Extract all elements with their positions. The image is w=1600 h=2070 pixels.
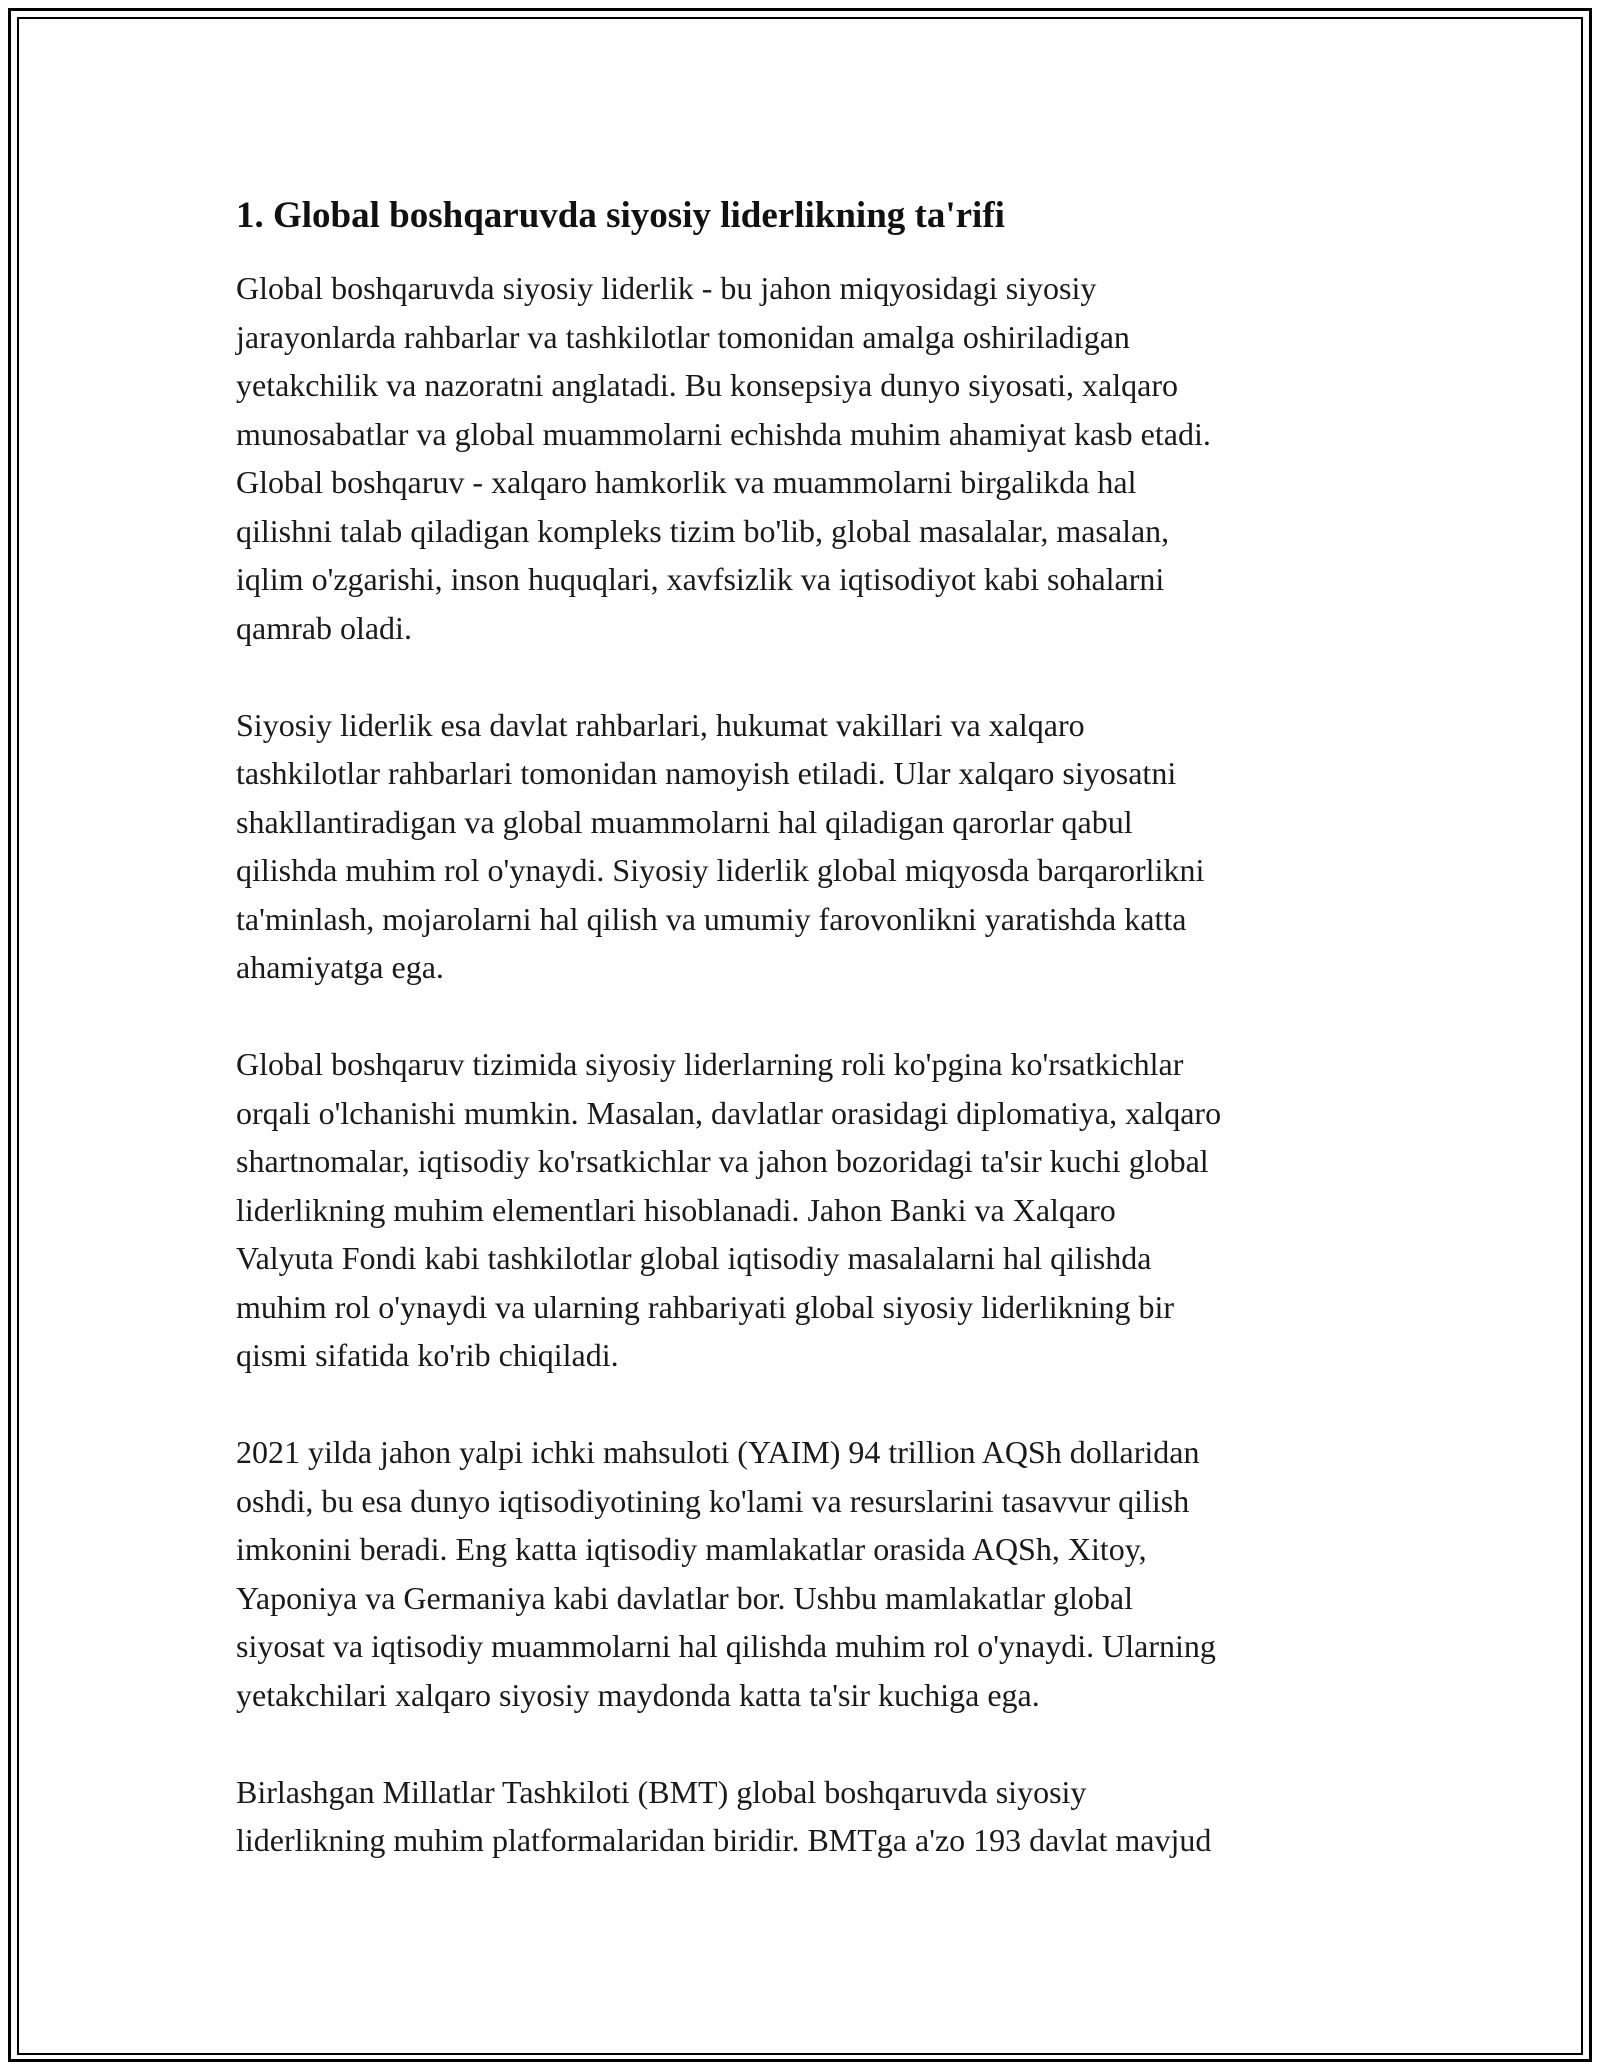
text-line: Global boshqaruv - xalqaro hamkorlik va muammolarni birgalikda hal [236,464,1137,500]
paragraph-5 [236,1768,1386,1865]
text-line: Siyosiy liderlik esa davlat rahbarlari, hukumat vakillari va xalqaro [236,706,1085,743]
text-line: orqali o'lchanishi mumkin. Masalan, davlatlar orasidagi diplomatiya, xalqaro [236,1094,1222,1131]
text-line: siyosat va iqtisodiy muammolarni hal qilishda muhim rol o'ynaydi. Ularning [236,1628,1216,1664]
paragraph-1 [236,264,1386,652]
text-line: muhim rol o'ynaydi va ularning rahbariyati global siyosiy liderlikning bir [236,1288,1175,1325]
text-line: Valyuta Fondi kabi tashkilotlar global iqtisodiy masalalarni hal qilishda [236,1240,1152,1276]
text-line: yetakchilik va nazoratni anglatadi. Bu konsepsiya dunyo siyosati, xalqaro [236,367,1178,403]
text-line: 2021 yilda jahon yalpi ichki mahsuloti (YAIM) 94 trillion AQSh dollaridan [236,1434,1200,1470]
text-line: qilishni talab qiladigan kompleks tizim bo'lib, global masalalar, masalan, [236,512,1170,549]
text-line: shakllantiradigan va global muammolarni hal qiladigan qarorlar qabul [236,803,1133,840]
text-line: ahamiyatga ega. [236,949,444,985]
text-line: munosabatlar va global muammolarni echishda muhim ahamiyat kasb etadi. [236,415,1211,452]
text-line: Yaponiya va Germaniya kabi davlatlar bor. Ushbu mamlakatlar global [236,1579,1133,1616]
paragraph-3 [236,1040,1386,1380]
text-line: Birlashgan Millatlar Tashkiloti (BMT) global boshqaruvda siyosiy [236,1773,1087,1810]
document-body [236,188,1386,1913]
text-line: liderlikning muhim elementlari hisoblanadi. Jahon Banki va Xalqaro [236,1191,1116,1228]
text-line: Global boshqaruv tizimida siyosiy liderlarning roli ko'pgina ko'rsatkichlar [236,1046,1184,1082]
text-line: oshdi, bu esa dunyo iqtisodiyotining ko'lami va resurslarini tasavvur qilish [236,1482,1190,1519]
text-line: liderlikning muhim platformalaridan biridir. BMTga a'zo 193 davlat mavjud [236,1822,1212,1858]
paragraph-4 [236,1428,1386,1719]
text-line: qamrab oladi. [236,609,412,646]
text-line: yetakchilari xalqaro siyosiy maydonda katta ta'sir kuchiga ega. [236,1676,1040,1713]
text-line: qilishda muhim rol o'ynaydi. Siyosiy liderlik global miqyosda barqarorlikni [236,852,1205,888]
paragraph-2 [236,701,1386,992]
text-line: shartnomalar, iqtisodiy ko'rsatkichlar va jahon bozoridagi ta'sir kuchi global [236,1143,1209,1179]
text-line: iqlim o'zgarishi, inson huquqlari, xavfsizlik va iqtisodiyot kabi sohalarni [236,561,1165,597]
text-line: qismi sifatida ko'rib chiqiladi. [236,1337,619,1373]
text-line: jarayonlarda rahbarlar va tashkilotlar tomonidan amalga oshiriladigan [236,318,1130,355]
text-line: imkonini beradi. Eng katta iqtisodiy mamlakatlar orasida AQSh, Xitoy, [236,1531,1147,1567]
text-line: Global boshqaruvda siyosiy liderlik - bu jahon miqyosidagi siyosiy [236,270,1097,306]
section-heading: 1. Global boshqaruvda siyosiy liderlikning ta'rifi [236,195,1005,236]
text-line: tashkilotlar rahbarlari tomonidan namoyish etiladi. Ular xalqaro siyosatni [236,755,1177,791]
text-line: ta'minlash, mojarolarni hal qilish va umumiy farovonlikni yaratishda katta [236,900,1187,937]
